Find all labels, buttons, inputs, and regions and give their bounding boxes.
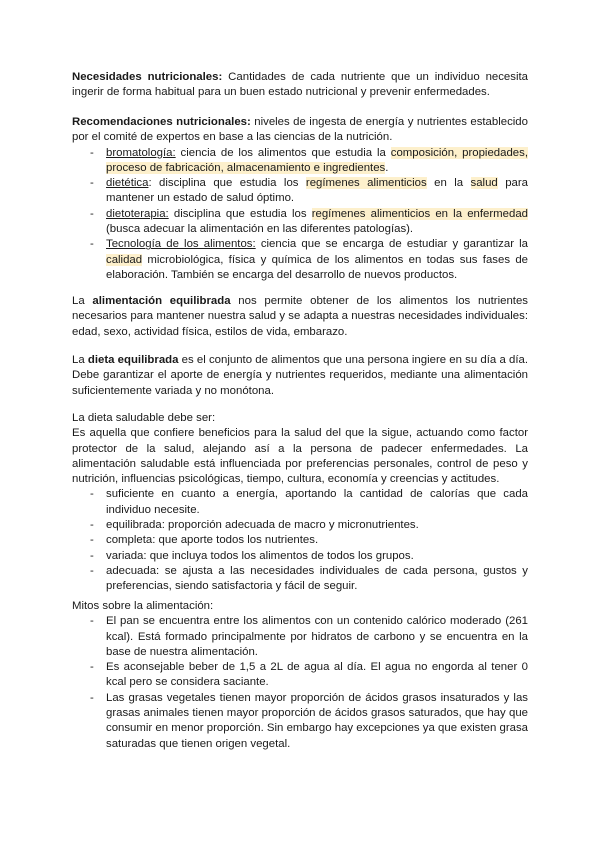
list-item: - variada: que incluya todos los alimentos de todos los grupos.: [72, 549, 528, 564]
bromatologia-end: .: [385, 161, 389, 174]
list-item: - adecuada: se ajusta a las necesidades individuales de cada persona, gustos y preferencias, siendo satisfactoria y fácil de seguir.: [72, 564, 528, 595]
list-item: - Es aconsejable beber de 1,5 a 2L de agua al día. El agua no engorda al tener 0 kcal pero se considera saciante.: [72, 660, 528, 691]
dieta-saludable-list: [72, 487, 528, 594]
necesidades-term: Necesidades nutricionales:: [72, 71, 223, 83]
bromatologia-highlight: composición, propiedades, proceso de fabricación, almacenamiento e ingredientes: [106, 146, 528, 174]
alimentacion-equilibrada-term: alimentación equilibrada: [92, 295, 231, 307]
tecnologia-text: ciencia que se encarga de estudiar y garantizar la: [255, 238, 529, 251]
dietoterapia-text-2: (busca adecuar la alimentación en las diferentes patologías).: [106, 223, 414, 236]
mitos-list: [72, 614, 528, 752]
list-item-tecnologia: [72, 237, 528, 283]
dieta-saludable-section: [72, 411, 528, 595]
dietoterapia-highlight: regímenes alimenticios en la enfermedad: [311, 207, 528, 220]
alimentacion-equilibrada-paragraph: [72, 294, 528, 340]
dietetica-term: dietética: [106, 177, 149, 190]
dieta-prefix: La: [72, 354, 88, 366]
alimentacion-prefix: La: [72, 295, 93, 307]
recomendaciones-text: niveles de ingesta de energía y nutrientes establecido por el comité de expertos en base a las ciencias de la nutrición.: [72, 116, 528, 144]
alimentacion-text: nos permite obtener de los alimentos los nutrientes necesarios para mantener nuestra salud y se adapta a nuestras necesidades individuales: edad, sexo, actividad física, estilos de vida, embarazo.: [72, 295, 528, 338]
list-item: - suficiente en cuanto a energía, aportando la cantidad de calorías que cada individuo necesite.: [72, 487, 528, 518]
necesidades-text: Cantidades de cada nutriente que un individuo necesita ingerir de forma habitual para un buen estado nutricional y prevenir enfermedades.: [72, 71, 528, 99]
dietoterapia-text: disciplina que estudia los: [168, 207, 312, 220]
dieta-saludable-heading: La dieta saludable debe ser:: [72, 412, 216, 424]
dieta-saludable-text: Es aquella que confiere beneficios para la salud del que la sigue, actuando como factor protector de la salud, alejando así a la persona de padecer enfermedades. La alimentación saludable está influenciada por preferencias personales, control de peso y nutrición, influencias psicológicas, tiempo, cultura, economía y creencias y actitudes.: [72, 427, 528, 486]
recomendaciones-term: Recomendaciones nutricionales:: [72, 116, 251, 128]
tecnologia-text-2: microbiológica, física y química de los alimentos en todas sus fases de elaboración. También se encarga del desarrollo de nuevos productos.: [106, 253, 528, 281]
mitos-heading: Mitos sobre la alimentación:: [72, 600, 214, 612]
list-item: - El pan se encuentra entre los alimentos con un contenido calórico moderado (261 kcal). Está formado principalmente por hidratos de carbono y se encuentra en la base de nuestra alimentación.: [72, 614, 528, 660]
mitos-section: [72, 599, 528, 752]
list-item: - completa: que aporte todos los nutrientes.: [72, 533, 528, 548]
tecnologia-highlight: calidad: [106, 253, 143, 266]
necesidades-paragraph: [72, 70, 528, 101]
recomendaciones-paragraph: [72, 115, 528, 146]
dietetica-text: : disciplina que estudia los: [148, 177, 306, 190]
list-item-bromatologia: [72, 146, 528, 177]
list-item-dietoterapia: [72, 207, 528, 238]
dietoterapia-term: dietoterapia:: [106, 207, 169, 220]
list-item: - Las grasas vegetales tienen mayor proporción de ácidos grasos insaturados y las grasas animales tienen mayor proporción de ácidos grasos saturados, que hay que consumir en menor proporción. Sin embargo hay excepciones ya que existen grasa saturadas que tienen origen vegetal.: [72, 691, 528, 752]
dietetica-highlight-2: salud: [470, 177, 498, 190]
dieta-equilibrada-paragraph: [72, 353, 528, 399]
dietetica-highlight-1: regímenes alimenticios: [305, 177, 427, 190]
list-item-dietetica: [72, 176, 528, 207]
tecnologia-term: Tecnología de los alimentos:: [106, 238, 256, 251]
dieta-text: es el conjunto de alimentos que una persona ingiere en su día a día. Debe garantizar el aporte de energía y nutrientes requeridos, mediante una alimentación suficientemente variada y no monótona.: [72, 354, 529, 397]
bromatologia-term: bromatología:: [106, 146, 176, 159]
recomendaciones-section: [72, 115, 528, 283]
dieta-equilibrada-term: dieta equilibrada: [87, 354, 179, 366]
list-item: - equilibrada: proporción adecuada de macro y micronutrientes.: [72, 518, 528, 533]
dietetica-text-3: para mantener un estado de salud óptimo.: [106, 177, 528, 205]
bromatologia-text: ciencia de los alimentos que estudia la: [175, 146, 391, 159]
recomendaciones-list: [72, 146, 528, 284]
dietetica-text-2: en la: [426, 177, 471, 190]
